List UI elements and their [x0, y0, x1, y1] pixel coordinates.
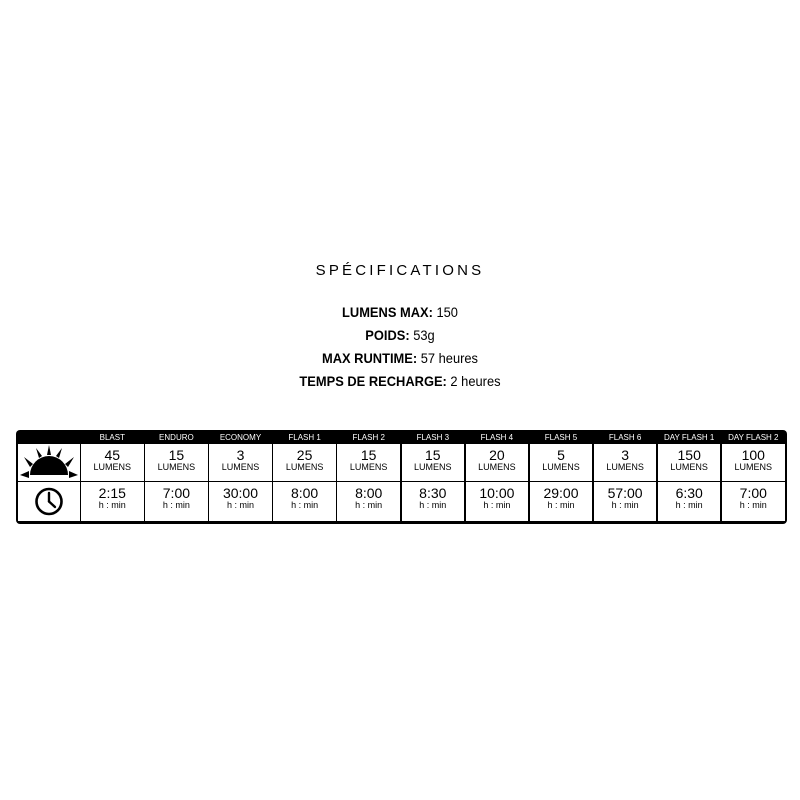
lumens-value: 15 — [425, 447, 441, 463]
runtime-cell — [337, 482, 400, 521]
runtime-cell — [722, 482, 785, 521]
table-header-row — [16, 430, 787, 444]
lumens-unit: LUMENS — [606, 462, 644, 472]
lumens-unit: LUMENS — [285, 462, 324, 472]
lumens-cell — [145, 444, 208, 481]
runtime-value: 10:00 — [479, 485, 515, 501]
mode-header: DAY FLASH 2 — [728, 433, 779, 442]
lumens-unit: LUMENS — [734, 462, 773, 472]
runtime-unit: h : min — [226, 500, 254, 510]
spec-value: 53g — [413, 327, 435, 343]
runtime-unit: h : min — [675, 500, 703, 510]
brightness-icon-cell — [18, 444, 80, 481]
spec-label: MAX RUNTIME: — [321, 350, 418, 366]
lumens-cell — [81, 444, 144, 481]
runtime-cell — [209, 482, 272, 521]
runtime-value: 57:00 — [607, 485, 643, 501]
runtime-cell — [81, 482, 144, 521]
lumens-unit: LUMENS — [93, 462, 132, 472]
lumens-cell — [466, 444, 529, 481]
lumens-value: 15 — [360, 447, 377, 463]
runtime-unit: h : min — [419, 500, 447, 510]
lumens-value: 100 — [741, 447, 765, 463]
runtime-unit: h : min — [355, 500, 383, 510]
lumens-cell — [273, 444, 336, 481]
lumens-unit: LUMENS — [478, 462, 516, 472]
runtime-cell — [145, 482, 208, 521]
mode-header: FLASH 1 — [288, 433, 321, 442]
runtime-cell — [273, 482, 336, 521]
runtime-cell — [466, 482, 529, 521]
runtime-unit: h : min — [611, 500, 639, 510]
runtime-cell — [658, 482, 721, 521]
runtime-value: 6:30 — [675, 485, 703, 501]
spec-list — [0, 301, 800, 393]
spec-value: 57 heures — [420, 350, 479, 366]
runtime-unit: h : min — [483, 500, 511, 510]
mode-header: FLASH 4 — [480, 433, 514, 442]
spec-label: LUMENS MAX: — [342, 304, 433, 320]
mode-header: FLASH 5 — [544, 433, 578, 442]
lumens-unit: LUMENS — [670, 462, 708, 472]
lumens-value: 45 — [104, 447, 121, 463]
mode-header: ECONOMY — [219, 433, 262, 442]
spec-line-lumens-max — [32, 301, 768, 324]
runtime-value: 30:00 — [222, 485, 258, 501]
spec-label: TEMPS DE RECHARGE: — [299, 373, 447, 389]
runtime-value: 2:15 — [98, 485, 126, 501]
runtime-value: 8:00 — [290, 485, 319, 501]
runtime-unit: h : min — [98, 500, 126, 510]
sun-rays-icon — [18, 444, 80, 481]
runtime-value: 8:00 — [355, 485, 383, 501]
lumens-value: 15 — [168, 447, 185, 463]
runtime-icon-cell — [18, 482, 80, 521]
mode-header: BLAST — [99, 433, 125, 442]
lumens-unit: LUMENS — [349, 462, 388, 472]
lumens-cell — [209, 444, 272, 481]
lumens-cell — [337, 444, 400, 481]
lumens-value: 150 — [677, 447, 701, 463]
lumens-value: 5 — [557, 447, 565, 463]
spec-line-max-runtime — [32, 347, 768, 370]
lumens-unit: LUMENS — [542, 462, 580, 472]
specifications-title: SPÉCIFICATIONS — [315, 262, 485, 279]
lumens-value: 3 — [621, 447, 629, 463]
lumens-unit: LUMENS — [221, 462, 260, 472]
runtime-cell — [530, 482, 593, 521]
spec-value: 2 heures — [450, 373, 501, 389]
runtime-unit: h : min — [291, 500, 319, 510]
lumens-value: 25 — [296, 447, 313, 463]
runtime-value: 29:00 — [543, 485, 579, 501]
lumens-value: 20 — [489, 447, 505, 463]
mode-header: FLASH 6 — [608, 433, 642, 442]
lumens-unit: LUMENS — [157, 462, 196, 472]
mode-header: DAY FLASH 1 — [663, 433, 715, 442]
lumens-value: 3 — [236, 447, 245, 463]
runtime-unit: h : min — [547, 500, 575, 510]
spec-value: 150 — [436, 304, 458, 320]
lumens-cell — [658, 444, 721, 481]
runtime-cell — [594, 482, 657, 521]
runtime-cell — [402, 482, 465, 521]
spec-line-weight — [32, 324, 768, 347]
lumens-cell — [402, 444, 465, 481]
runtime-unit: h : min — [739, 500, 767, 510]
spec-label: POIDS: — [365, 327, 410, 343]
mode-header: FLASH 2 — [352, 433, 385, 442]
clock-icon — [18, 482, 80, 521]
mode-spec-table — [16, 430, 787, 524]
spec-line-recharge-time — [32, 370, 768, 393]
mode-header: FLASH 3 — [416, 433, 450, 442]
lumens-unit: LUMENS — [414, 462, 452, 472]
runtime-unit: h : min — [162, 500, 190, 510]
lumens-cell — [594, 444, 657, 481]
runtime-value: 7:00 — [162, 485, 191, 501]
lumens-cell — [530, 444, 593, 481]
lumens-cell — [722, 444, 785, 481]
runtime-value: 8:30 — [419, 485, 447, 501]
runtime-value: 7:00 — [739, 485, 767, 501]
mode-header: ENDURO — [159, 433, 194, 442]
